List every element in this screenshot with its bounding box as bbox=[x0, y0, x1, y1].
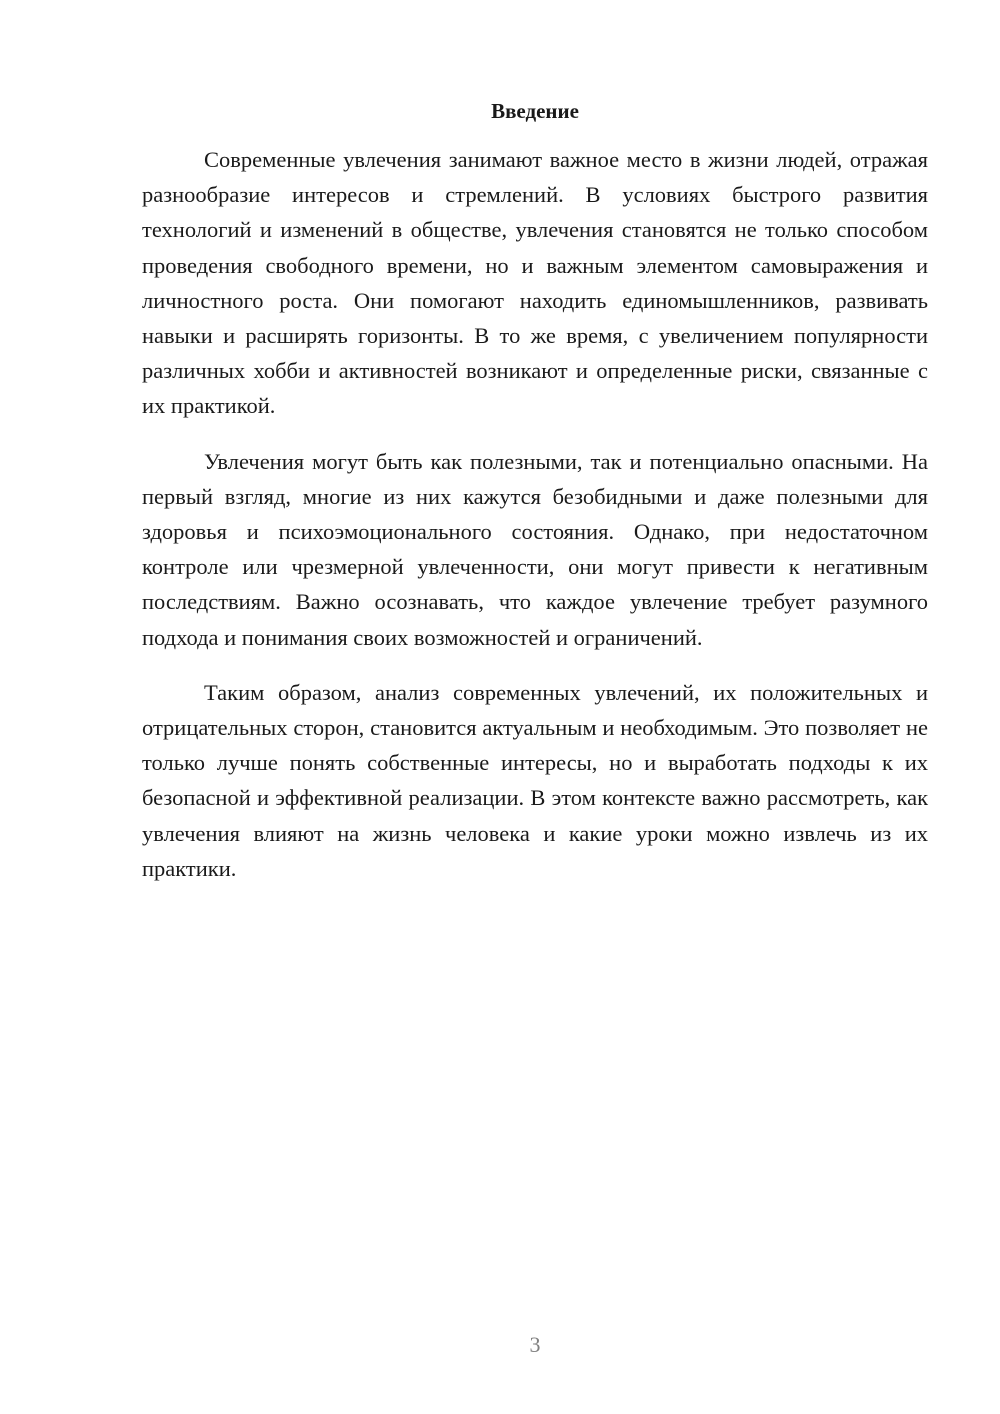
paragraph-1: Современные увлечения занимают важное место в жизни людей, отражая разнообразие интересов и стремлений. В условиях быстрого развития технологий и изменений в обществе, увлечения становятся не только способом проведения свободного времени, но и важным элементом самовыражения и личностного роста. Они помогают находить единомышленников, развивать навыки и расширять горизонты. В то же время, с увеличением популярности различных хобби и активностей возникают и определенные риски, связанные с их практикой. bbox=[142, 147, 928, 419]
paragraph-2: Увлечения могут быть как полезными, так и потенциально опасными. На первый взгляд, многие из них кажутся безобидными и даже полезными для здоровья и психоэмоционального состояния. Однако, при недостаточном контроле или чрезмерной увлеченности, они могут привести к негативным последствиям. Важно осознавать, что каждое увлечение требует разумного подхода и понимания своих возможностей и ограничений. bbox=[142, 448, 928, 650]
page-number: 3 bbox=[529, 1332, 541, 1357]
paragraph-3: Таким образом, анализ современных увлечений, их положительных и отрицательных сторон, становится актуальным и необходимым. Это позволяет не только лучше понять собственные интересы, но и выработать подходы к их безопасной и эффективной реализации. В этом контексте важно рассмотреть, как увлечения влияют на жизнь человека и какие уроки можно извлечь из их практики. bbox=[142, 679, 928, 881]
section-title: Введение bbox=[491, 99, 579, 123]
body-text bbox=[142, 142, 928, 906]
